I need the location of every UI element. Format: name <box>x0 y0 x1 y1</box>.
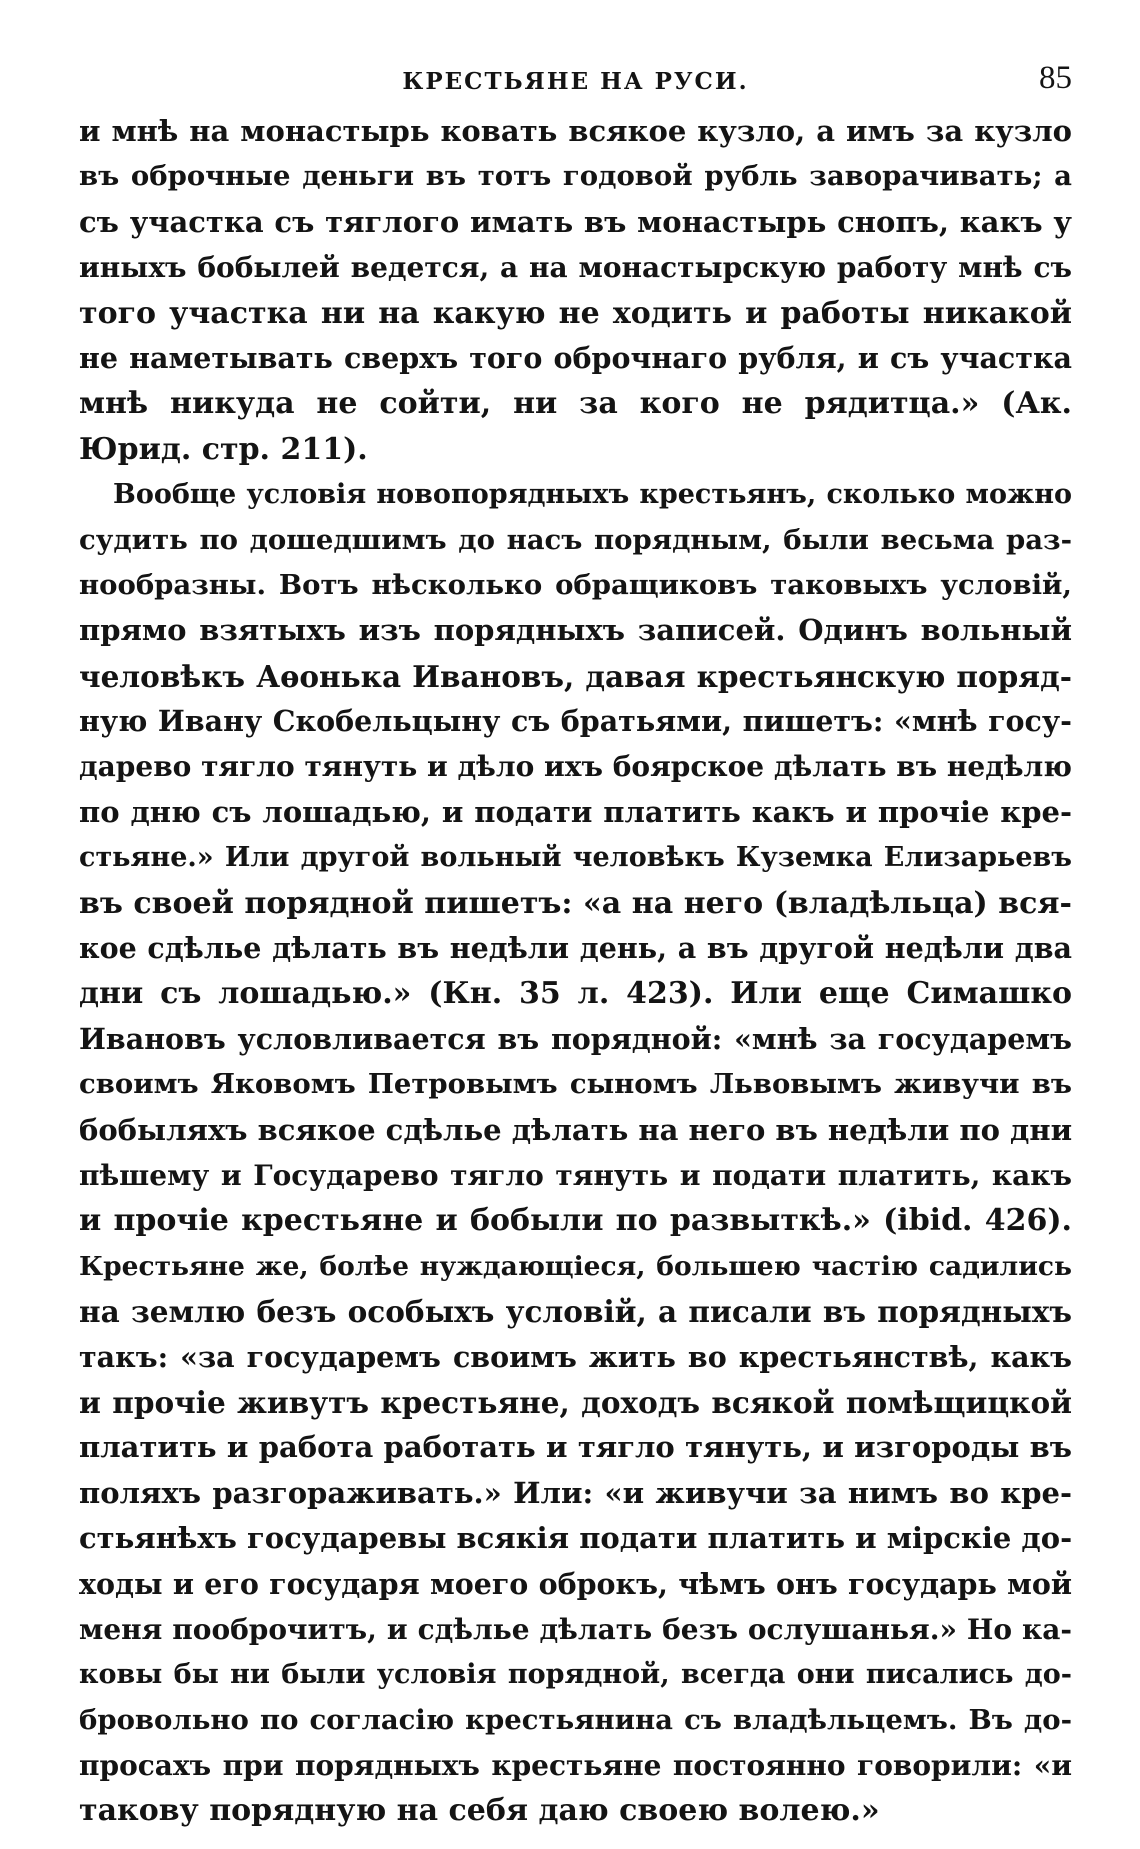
text-line: Ивановъ условливается въ порядной: «мнѣ за государемъ <box>79 1021 1072 1056</box>
text-line: иныхъ бобылей ведется, а на монастырскую работу мнѣ съ <box>79 251 1072 285</box>
text-line: съ участка съ тяглого имать въ монастырь снопъ, какъ у <box>79 204 1072 239</box>
text-line: судить по дошедшимъ до насъ порядным, были весьма раз- <box>79 523 1072 556</box>
text-line: меня пооброчитъ, и сдѣлье дѣлать безъ ослушанья.» Но ка- <box>79 1612 1072 1646</box>
text-line: и прочіе крестьяне и бобыли по развыткѣ.» (ibid. 426). <box>79 1203 1072 1239</box>
text-line: прямо взятыхъ изъ порядныхъ записей. Одинъ вольный <box>79 613 1072 648</box>
text-line: не наметывать сверхъ того оброчнаго рубля, и съ участка <box>79 340 1072 375</box>
text-line: пѣшему и Государево тягло тянуть и подати платить, какъ <box>79 1158 1072 1192</box>
text-line: Крестьяне же, болѣе нуждающіеся, большею частію садились <box>79 1250 1072 1282</box>
text-line: того участка ни на какую не ходить и работы никакой <box>79 295 1072 331</box>
page-number: 85 <box>1039 60 1072 96</box>
text-line: ковы бы ни были условія порядной, всегда они писались до- <box>79 1659 1072 1691</box>
text-line: стьянѣхъ государевы всякія подати платить и мірскіе до- <box>79 1521 1073 1556</box>
text-line: бобыляхъ всякое сдѣлье дѣлать на него въ недѣли по дни <box>79 1112 1073 1147</box>
text-line: нообразны. Вотъ нѣсколько обращиковъ таковыхъ условій, <box>79 568 1072 601</box>
text-line: и мнѣ на монастырь ковать всякое кузло, а имъ за кузло <box>79 114 1072 148</box>
text-line: человѣкъ Аѳонька Ивановъ, давая крестьянскую поряд- <box>79 658 1072 694</box>
text-line: Вообще условія новопорядныхъ крестьянъ, сколько можно <box>113 479 1072 511</box>
text-line: поляхъ разгораживать.» Или: «и живучи за нимъ во кре- <box>79 1475 1072 1510</box>
text-line: ходы и его государя моего оброкъ, чѣмъ онъ государь мой <box>79 1566 1072 1601</box>
body-text <box>79 109 1072 1834</box>
text-line: дни съ лошадью.» (Кн. 35 л. 423). Или еще Симашко <box>79 976 1072 1012</box>
text-line: кое сдѣлье дѣлать въ недѣли день, а въ другой недѣли два <box>79 931 1072 966</box>
running-head-title: КРЕСТЬЯНЕ НА РУСИ. <box>402 68 749 95</box>
text-line: Юрид. стр. 211). <box>79 431 368 467</box>
text-line: по дню съ лошадью, и подати платить какъ и прочіе кре- <box>79 794 1072 829</box>
running-head <box>79 60 1072 104</box>
text-line: такову порядную на себя даю своею волею.» <box>79 1793 880 1829</box>
text-line: ную Ивану Скобельцыну съ братьями, пишетъ: «мнѣ госу- <box>79 704 1072 739</box>
text-line: просахъ при порядныхъ крестьяне постоянно говорили: «и <box>79 1749 1072 1783</box>
text-line: дарево тягло тянуть и дѣло ихъ боярское дѣлать въ недѣлю <box>79 750 1072 784</box>
text-line: платить и работа работать и тягло тянуть, и изгороды въ <box>79 1430 1072 1465</box>
text-line: мнѣ никуда не сойти, ни за кого не рядитца.» (Ак. <box>79 386 1072 422</box>
text-line: бровольно по согласію крестьянина съ владѣльцемъ. Въ до- <box>79 1703 1072 1736</box>
text-line: въ своей порядной пишетъ: «а на него (владѣльца) вся- <box>79 885 1072 921</box>
text-line: стьяне.» Или другой вольный человѣкъ Куземка Елизарьевъ <box>79 842 1072 874</box>
text-line: и прочіе живутъ крестьяне, доходъ всякой помѣщицкой <box>79 1384 1072 1420</box>
text-line: такъ: «за государемъ своимъ жить во крестьянствѣ, какъ <box>79 1339 1072 1374</box>
text-line: на землю безъ особыхъ условій, а писали въ порядныхъ <box>79 1294 1072 1330</box>
text-line: своимъ Яковомъ Петровымъ сыномъ Львовымъ живучи въ <box>79 1068 1072 1101</box>
text-line: въ оброчные деньги въ тотъ годовой рубль заворачивать; а <box>79 160 1072 193</box>
